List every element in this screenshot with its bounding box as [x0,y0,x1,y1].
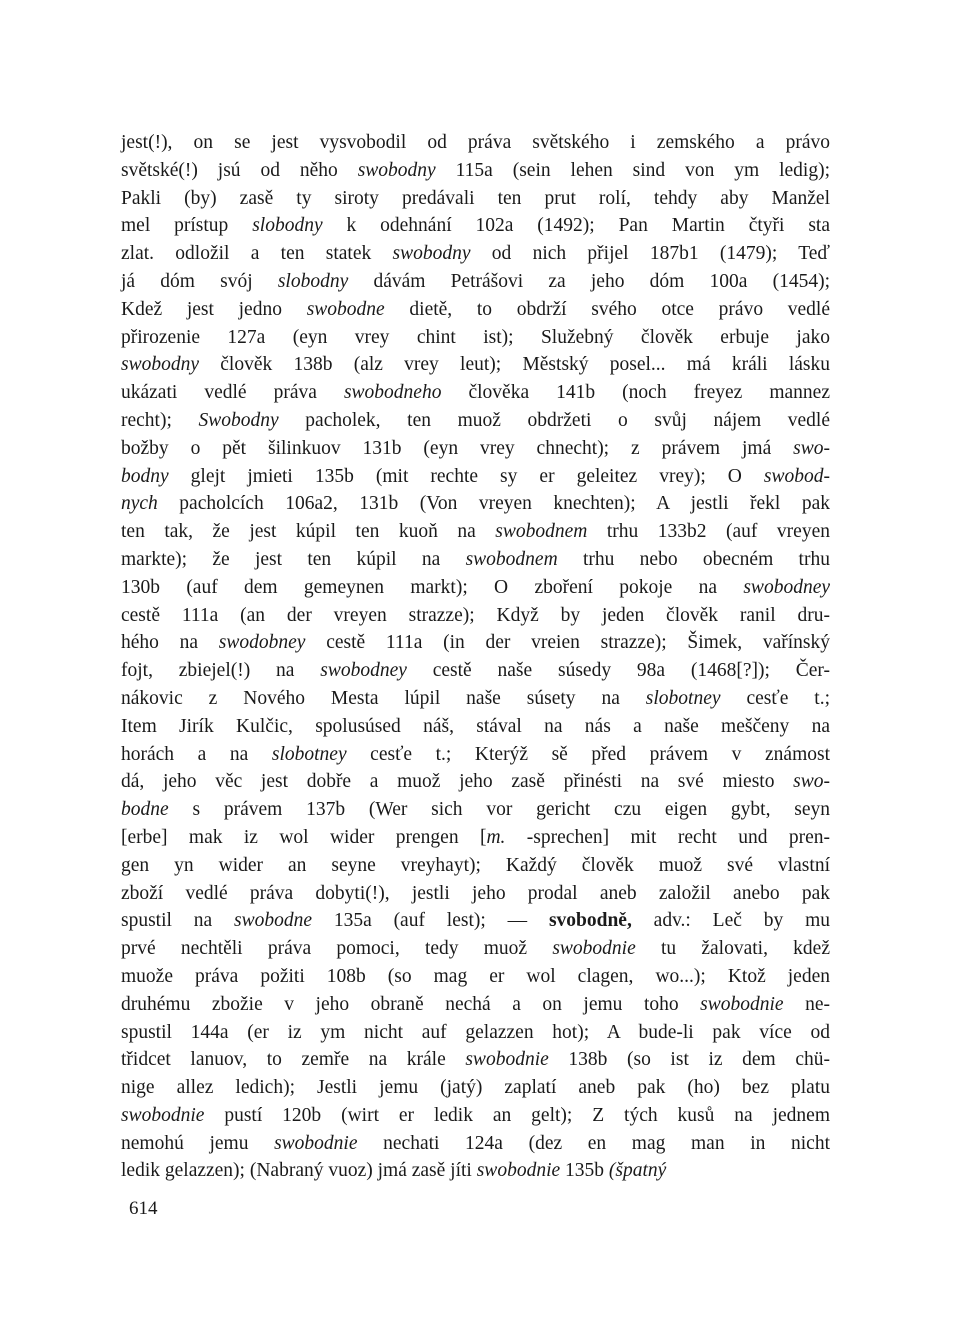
text-line: 130b (auf dem gemeynen markt); O zboření pokoje na swobodney [121,576,830,598]
page-body-text [121,129,830,1185]
text-line: markte); že jest ten kúpil na swobodnem trhu nebo obecném trhu [121,548,830,570]
text-line: třidcet lanuov, to zemře na krále swobodnie 138b (so ist iz dem chü- [121,1049,830,1071]
text-line: horách a na slobotney cesťe t.; Kterýž sě před právem v známost [121,743,830,765]
text-line: já dóm svój slobodny dávám Petrášovi za jeho dóm 100a (1454); [121,270,830,292]
text-line: mel prístup slobodny k odehnání 102a (1492); Pan Martin čtyři sta [121,215,830,237]
text-line: nemohú jemu swobodnie nechati 124a (dez en mag man in nicht [121,1132,830,1154]
text-line: recht); Swobodny pacholek, ten muož obdržeti o svůj nájem vedlé [121,409,830,431]
text-line: dá, jeho věc jest dobře a muož jeho zasě přinésti na své miesto swo- [121,771,830,793]
text-line: ten tak, že jest kúpil ten kuoň na swobodnem trhu 133b2 (auf vreyen [121,521,830,543]
page-number: 614 [129,1198,158,1219]
text-line: prvé nechtěli práva pomoci, tedy muož swobodnie tu žalovati, kdež [121,938,830,960]
text-line: swobodny člověk 138b (alz vrey leut); Městský posel... má králi lásku [121,354,830,376]
text-line: Pakli (by) zasě ty siroty predávali ten prut rolí, tehdy aby Manžel [121,187,830,209]
text-line: muože práva požiti 108b (so mag er wol clagen, wo...); Ktož jeden [121,965,830,987]
text-line: Kdež jest jedno swobodne dietě, to obdrží svého otce právo vedlé [121,298,831,320]
text-line: Item Jirík Kulčic, spolusúsed náš, stával na nás a naše meščeny na [121,715,830,737]
text-line: zboží vedlé práva dobyti(!), jestli jeho prodal aneb založil anebo pak [121,882,830,904]
text-line: zlat. odložil a ten statek swobodny od nich přijel 187b1 (1479); Teď [121,243,830,265]
text-line: spustil na swobodne 135a (auf lest); — svobodně, adv.: Leč by mu [121,910,830,932]
text-line: nych pacholcích 106a2, 131b (Von vreyen knechten); A jestli řekl pak [121,493,830,515]
text-line: božby o pět šilinkuov 131b (eyn vrey chnecht); z právem jmá swo- [121,437,830,459]
text-line: druhému zbožie v jeho obraně nechá a on jemu toho swobodnie ne- [121,993,830,1015]
text-line: ukázati vedlé práva swobodneho člověka 141b (noch freyez mannez [121,382,830,404]
text-line: nákovic z Nového Mesta lúpil naše súsety na slobotney cesťe t.; [121,687,830,709]
text-line: fojt, zbiejel(!) na swobodney cestě naše súsedy 98a (1468[?]); Čer- [121,660,830,682]
text-line: spustil 144a (er iz ym nicht auf gelazzen hot); A bude-li pak více od [121,1021,830,1043]
text-line: [erbe] mak iz wol wider prengen [m. -sprechen] mit recht und pren- [121,826,830,848]
text-line: bodny glejt jmieti 135b (mit rechte sy er geleitez vrey); O swobod- [121,465,830,487]
text-line: hého na swodobney cestě 111a (in der vreien strazze); Šimek, vařínský [121,632,830,654]
text-line: světské(!) jsú od něho swobodny 115a (sein lehen sind von ym ledig); [121,159,830,181]
text-line: swobodnie pustí 120b (wirt er ledik an gelt); Z tých kusů na jednem [121,1104,830,1126]
text-line: bodne s právem 137b (Wer sich vor gericht czu eigen gybt, seyn [121,799,830,821]
text-line: gen yn wider an seyne vreyhayt); Každý člověk muož své vlastní [121,854,830,876]
text-line: ledik gelazzen); (Nabraný vuoz) jmá zasě jíti swobodnie 135b (špatný [121,1160,667,1182]
text-line: nige allez ledich); Jestli jemu (jatý) zaplatí aneb pak (ho) bez platu [121,1077,830,1099]
text-line: cestě 111a (an der vreyen strazze); Když by jeden člověk ranil dru- [121,604,830,626]
text-line: přirozenie 127a (eyn vrey chint ist); Služebný člověk erbuje jako [121,326,830,348]
text-line: jest(!), on se jest vysvobodil od práva světského i zemského a právo [121,132,830,153]
